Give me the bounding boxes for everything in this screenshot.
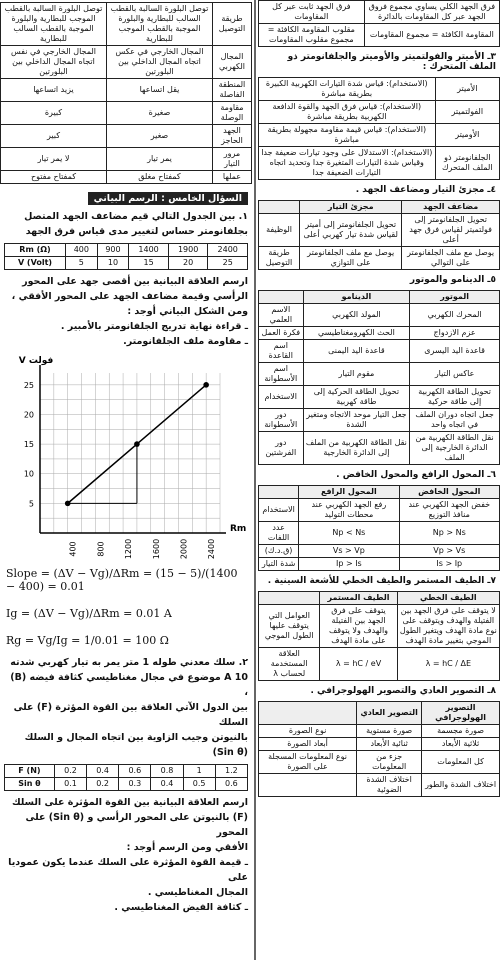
table-cell: الاستخدام bbox=[259, 386, 304, 409]
table-cell: كمفتاح مغلق bbox=[106, 171, 212, 184]
q2-text-4: بالنيوتن وجيب الزاوية بين اتجاه المجال و السلك (Sin θ) bbox=[24, 732, 248, 758]
r-cell: 1400 bbox=[129, 244, 169, 257]
table-cell: (الاستخدام): الاستدلال على وجود تيارات ضعيفة جدا وقياس شدة التيارات المتغيرة جدا وتحديد اتجاه التيارات الضعيفة جدا bbox=[259, 147, 436, 180]
table-cell: شدة التيار bbox=[259, 558, 299, 571]
question-5-title: السؤال الخامس : الرسم البياني bbox=[88, 192, 248, 205]
table-cell: يزيد اتساعها bbox=[1, 79, 107, 102]
table-cell: Vp > Vs bbox=[399, 545, 499, 558]
v-cell: 5 bbox=[66, 257, 98, 270]
table-row bbox=[259, 522, 500, 545]
table-cell: يوصل مع ملف الجلفانومتر على التوازي bbox=[300, 247, 402, 270]
f-cell: 1.2 bbox=[215, 765, 247, 778]
q2-data-table bbox=[4, 764, 248, 791]
q2-text-2: A 10 موضوع في مجال مغناطيسي كثافة فيضه (B) ، bbox=[10, 672, 248, 698]
table-cell: فرق الجهد الكلي يساوي مجموع فروق الجهد عبر كل المقاومات بالدائرة bbox=[364, 1, 499, 24]
y-tick-label: 25 bbox=[23, 380, 34, 390]
table-cell: كبير bbox=[1, 125, 107, 148]
sin-cell: 0.2 bbox=[87, 778, 119, 791]
table-row bbox=[259, 605, 500, 648]
table-row bbox=[1, 46, 252, 79]
x-tick-label: 800 bbox=[96, 541, 106, 557]
table-row bbox=[259, 751, 500, 774]
table-row bbox=[259, 432, 500, 465]
dynamo-motor-table bbox=[258, 290, 500, 465]
f-cell: 0.6 bbox=[119, 765, 151, 778]
table-cell: يتوقف على فرق الجهد بين الفتيلة والهدف ولا يتوقف على مادة الهدف bbox=[320, 605, 397, 648]
slope-equation: Slope = (ΔV − Vg)/ΔRm = (15 − 5)/(1400 − 400) = 0.01 bbox=[6, 567, 238, 593]
q5-instruction-4: ـ مقاومة ملف الجلفانومتر. bbox=[123, 336, 248, 347]
rg-equation: Rg = Vg/Ig = 1/0.01 = 100 Ω bbox=[6, 634, 169, 647]
table-cell: المجال الكهربي bbox=[212, 46, 251, 79]
table-cell: اسم القاعدة bbox=[259, 340, 304, 363]
table-cell: تحويل الطاقة الكهربية إلى طاقة حركية bbox=[410, 386, 500, 409]
q2-text-7: الأفقي ومن الرسم أوجد : bbox=[126, 842, 248, 853]
resistors-table bbox=[258, 0, 500, 47]
table-cell: خفض الجهد الكهربي عند منافذ التوزيع bbox=[399, 499, 499, 522]
table-cell: الأوميتر bbox=[435, 124, 499, 147]
table-header-cell: الطيف الخطي bbox=[397, 592, 499, 605]
section-4-title: ٤ـ مجزئ التيار ومضاعف الجهد . bbox=[355, 185, 496, 195]
table-row bbox=[259, 499, 500, 522]
table-header-cell bbox=[259, 702, 357, 725]
q2-text-8: ـ قيمة القوة المؤثرة على السلك عندما يكون عموديا على bbox=[8, 857, 248, 883]
y-tick-label: 10 bbox=[23, 469, 34, 479]
table-cell: (الاستخدام): قياس قيمة مقاومة مجهولة بطريقة مباشرة bbox=[259, 124, 436, 147]
table-header-cell: مضاعف الجهد bbox=[402, 201, 500, 214]
table-cell: توصل البلورة السالبة بالقطب الموجب للبطارية والبلورة الموجبة بالقطب السالب للبطارية bbox=[1, 3, 107, 46]
q5-instruction-1: ارسم العلاقة البيانية بين أقصى جهد على المحور الرأسي وقيمة مضاعف الجهد على المحور الأفقي ، bbox=[11, 276, 248, 302]
section-5-title: ٥ـ الدينامو والموتور bbox=[409, 275, 496, 285]
table-row bbox=[259, 386, 500, 409]
table-cell: صغيرة bbox=[106, 102, 212, 125]
table-row bbox=[1, 102, 252, 125]
shunt-multiplier-table bbox=[258, 200, 500, 270]
table-cell: (ق.د.ك) bbox=[259, 545, 299, 558]
xray-spectrum-table bbox=[258, 591, 500, 681]
q5-instruction-2: ومن الشكل البياني أوجد : bbox=[127, 306, 248, 317]
table-header-row bbox=[259, 486, 500, 499]
table-cell: المحرك الكهربي bbox=[410, 304, 500, 327]
table-row bbox=[1, 125, 252, 148]
table-cell: الفولتميتر bbox=[435, 101, 499, 124]
table-cell: مرور التيار bbox=[212, 148, 251, 171]
table-cell: صغير bbox=[106, 125, 212, 148]
table-cell: العلاقة المستخدمة لحساب λ bbox=[259, 648, 320, 681]
table-cell: العوامل التي يتوقف عليها الطول الموجي bbox=[259, 605, 320, 648]
table-cell: يمر تيار bbox=[106, 148, 212, 171]
meters-table bbox=[258, 77, 500, 180]
table-row bbox=[259, 409, 500, 432]
column-divider bbox=[254, 0, 256, 960]
section-3-title: ٣ـ الأميتر والفولتميتر والأوميتر والجلفانومتر ذو الملف المتحرك : bbox=[287, 52, 496, 72]
f-cell: 0.8 bbox=[151, 765, 183, 778]
table-row bbox=[259, 327, 500, 340]
left-column bbox=[0, 0, 252, 915]
table-cell: نقل الطاقة الكهربية من الدائرة الخارجية إلى الملف bbox=[410, 432, 500, 465]
table-row bbox=[1, 148, 252, 171]
table-row bbox=[259, 124, 500, 147]
q5-instruction-3: ـ قراءة نهاية تدريج الجلفانومتر بالأمبير . bbox=[60, 321, 248, 332]
q2-text-9: المجال المغناطيسي . bbox=[147, 887, 248, 898]
section-7-title: ٧ـ الطيف المستمر والطيف الخطي للأشعة السينية . bbox=[267, 576, 496, 586]
table-row bbox=[259, 78, 500, 101]
table-cell: (الاستخدام): قياس فرق الجهد والقوة الدافعة الكهربية بطريقة مباشرة bbox=[259, 101, 436, 124]
x-tick-label: 1200 bbox=[124, 538, 134, 560]
table-cell: عملها bbox=[212, 171, 251, 184]
table-cell: جعل التيار موحد الاتجاه ومتغير الشدة bbox=[303, 409, 410, 432]
table-cell: قاعدة اليد اليسرى bbox=[410, 340, 500, 363]
sin-cell: 0.6 bbox=[215, 778, 247, 791]
x-axis-label: Rm bbox=[230, 524, 247, 534]
table-cell: دور الأسطوانة bbox=[259, 409, 304, 432]
holography-table bbox=[258, 701, 500, 797]
sin-cell: 0.3 bbox=[119, 778, 151, 791]
table-cell: الجلفانومتر ذو الملف المتحرك bbox=[435, 147, 499, 180]
table-header-cell: المحول الرافع bbox=[299, 486, 399, 499]
table-row bbox=[259, 304, 500, 327]
table-cell: يوصل مع ملف الجلفانومتر على التوالي bbox=[402, 247, 500, 270]
y-axis-label: V فولت bbox=[18, 356, 54, 366]
v-header: V (Volt) bbox=[5, 257, 66, 270]
table-row bbox=[259, 247, 500, 270]
table-cell: لا يتوقف على فرق الجهد بين الفتيلة والهدف ويتوقف على نوع مادة الهدف ويتغير الطول الموجي بتغيير مادة الهدف bbox=[397, 605, 499, 648]
q5-intro: ١. بين الجدول التالي قيم مضاعف الجهد المتصل بجلفانومتر حساس لتغيير مدى قياس فرق الجهد bbox=[24, 211, 248, 237]
r-cell: 1900 bbox=[168, 244, 208, 257]
q2-text-3: بين الدول الآتي العلاقة بين القوة المؤثرة (F) على السلك bbox=[13, 702, 248, 728]
table-cell: اختلاف الشدة الضوئية bbox=[357, 774, 422, 797]
table-row bbox=[259, 363, 500, 386]
table-cell: أبعاد الصورة bbox=[259, 738, 357, 751]
table-cell: تحويل الطاقة الحركية إلى طاقة كهربية bbox=[303, 386, 410, 409]
table-cell: فرق الجهد ثابت عبر كل المقاومات bbox=[259, 1, 365, 24]
table-row bbox=[259, 147, 500, 180]
y-tick-label: 5 bbox=[28, 499, 34, 509]
y-tick-label: 20 bbox=[23, 410, 34, 420]
sin-header: Sin θ bbox=[5, 778, 55, 791]
r-cell: 2400 bbox=[208, 244, 248, 257]
table-row bbox=[1, 3, 252, 46]
data-point bbox=[203, 382, 209, 388]
table-cell: تحويل الجلفانومتر إلى أميتر لقياس شدة تيار كهربي أعلى bbox=[300, 214, 402, 247]
q2-text-5: ارسم العلاقة البيانية بين القوة المؤثرة على السلك bbox=[11, 797, 248, 808]
table-cell: λ = hC / ΔE bbox=[397, 648, 499, 681]
table-header-cell bbox=[259, 291, 304, 304]
table-row bbox=[259, 738, 500, 751]
table-header-row bbox=[259, 592, 500, 605]
table-cell: جزء من المعلومات bbox=[357, 751, 422, 774]
table-cell: نقل الطاقة الكهربية من الملف إلى الدائرة الخارجية bbox=[303, 432, 410, 465]
table-cell: الأميتر bbox=[435, 78, 499, 101]
table-row bbox=[259, 101, 500, 124]
table-cell: رفع الجهد الكهربي عند محطات التوليد bbox=[299, 499, 399, 522]
table-cell: المجال الخارجي في نفس اتجاه المجال الداخلي بين البلورتين bbox=[1, 46, 107, 79]
table-cell: المجال الخارجي في عكس اتجاه المجال الداخلي بين البلورتين bbox=[106, 46, 212, 79]
table-cell: كل المعلومات bbox=[422, 751, 500, 774]
table-row bbox=[259, 214, 500, 247]
table-header-cell: الدينامو bbox=[303, 291, 410, 304]
table-cell: صورة مستوية bbox=[357, 725, 422, 738]
f-header: F (N) bbox=[5, 765, 55, 778]
table-cell: فكرة العمل bbox=[259, 327, 304, 340]
table-cell: مقوم التيار bbox=[303, 363, 410, 386]
table-cell: نوع الصورة bbox=[259, 725, 357, 738]
table-cell: قاعدة اليد اليمنى bbox=[303, 340, 410, 363]
table-cell: نوع المعلومات المسجلة على الصورة bbox=[259, 751, 357, 774]
q5-data-table bbox=[4, 243, 248, 270]
sin-cell: 0.4 bbox=[151, 778, 183, 791]
table-cell: Is > Ip bbox=[399, 558, 499, 571]
f-cell: 0.2 bbox=[54, 765, 86, 778]
r-header: Rm (Ω) bbox=[5, 244, 66, 257]
table-cell: طريقة التوصيل bbox=[259, 247, 300, 270]
table-cell: لا يمر تيار bbox=[1, 148, 107, 171]
table-cell: المقاومة الكافئة = مجموع المقاومات bbox=[364, 24, 499, 47]
table-cell: الوظيفة bbox=[259, 214, 300, 247]
table-header-cell: الطيف المستمر bbox=[320, 592, 397, 605]
table-cell: مقاومة الوصلة bbox=[212, 102, 251, 125]
table-cell: جعل اتجاه دوران الملف في اتجاه واحد bbox=[410, 409, 500, 432]
f-cell: 0.4 bbox=[87, 765, 119, 778]
table-cell: اسم الأسطوانة bbox=[259, 363, 304, 386]
table-cell: عدد اللفات bbox=[259, 522, 299, 545]
sin-cell: 0.1 bbox=[54, 778, 86, 791]
table-header-row bbox=[259, 702, 500, 725]
r-cell: 400 bbox=[66, 244, 98, 257]
table-cell: دور الفرشتين bbox=[259, 432, 304, 465]
table-header-cell: الموتور bbox=[410, 291, 500, 304]
sin-cell: 0.5 bbox=[183, 778, 215, 791]
table-cell: صورة مجسمة bbox=[422, 725, 500, 738]
table-row bbox=[259, 545, 500, 558]
table-row bbox=[259, 725, 500, 738]
table-cell: Np < Ns bbox=[299, 522, 399, 545]
table-header-cell: التصوير العادي bbox=[357, 702, 422, 725]
table-header-row bbox=[259, 201, 500, 214]
table-cell: المنطقة الفاصلة bbox=[212, 79, 251, 102]
table-cell: المولد الكهربي bbox=[303, 304, 410, 327]
q2-text-10: ـ كثافة الفيض المغناطيسي . bbox=[114, 902, 248, 913]
table-row bbox=[259, 774, 500, 797]
table-cell: توصل البلورة السالبة بالقطب السالب للبطارية والبلورة الموجبة بالقطب الموجب للبطارية bbox=[106, 3, 212, 46]
table-row bbox=[259, 24, 500, 47]
table-cell: طريقة التوصيل bbox=[212, 3, 251, 46]
q2-text-6: (F) بالنيوتن على المحور الرأسي و (Sin θ) على المحور bbox=[25, 812, 248, 838]
table-header-cell bbox=[259, 201, 300, 214]
table-header-cell bbox=[259, 592, 320, 605]
table-cell: Np > Ns bbox=[399, 522, 499, 545]
table-cell: تحويل الجلفانومتر إلى فولتميتر لقياس فرق جهد أعلى bbox=[402, 214, 500, 247]
table-header-cell: مجزئ التيار bbox=[300, 201, 402, 214]
table-row bbox=[1, 79, 252, 102]
table-cell: λ = hC / eV bbox=[320, 648, 397, 681]
section-6-title: ٦ـ المحول الرافع والمحول الخافض . bbox=[336, 470, 496, 480]
table-row bbox=[259, 1, 500, 24]
table-cell: الحث الكهرومغناطيسي bbox=[303, 327, 410, 340]
table-header-cell: التصوير الهولوجرافي bbox=[422, 702, 500, 725]
table-cell: اختلاف الشدة والطور bbox=[422, 774, 500, 797]
x-tick-label: 400 bbox=[68, 541, 78, 557]
v-cell: 20 bbox=[168, 257, 208, 270]
table-cell: ثنائية الأبعاد bbox=[357, 738, 422, 751]
ig-equation: Ig = (ΔV − Vg)/ΔRm = 0.01 A bbox=[6, 607, 172, 620]
table-header-cell: المحول الخافض bbox=[399, 486, 499, 499]
table-cell: (الاستخدام): قياس شدة التيارات الكهربية الكبيرة بطريقة مباشرة bbox=[259, 78, 436, 101]
table-cell: عاكس التيار bbox=[410, 363, 500, 386]
table-row bbox=[1, 171, 252, 184]
section-8-title: ٨ـ التصوير العادي والتصوير الهولوجرافي . bbox=[310, 686, 496, 696]
table-row bbox=[259, 558, 500, 571]
table-cell: كبيرة bbox=[1, 102, 107, 125]
q2-text-1: ٢. سلك معدني طوله 1 متر يمر به تيار كهربي شدته bbox=[10, 657, 248, 668]
x-tick-label: 1600 bbox=[151, 538, 161, 560]
table-cell: الاستخدام bbox=[259, 499, 299, 522]
table-header-row bbox=[259, 291, 500, 304]
table-cell: ثلاثية الأبعاد bbox=[422, 738, 500, 751]
table-cell: يقل اتساعها bbox=[106, 79, 212, 102]
right-column bbox=[258, 0, 500, 797]
table-cell: عزم الازدواج bbox=[410, 327, 500, 340]
v-vs-rm-chart bbox=[0, 353, 250, 563]
table-cell: Vs > Vp bbox=[299, 545, 399, 558]
table-cell: الاسم العلمي bbox=[259, 304, 304, 327]
table-cell bbox=[259, 774, 357, 797]
table-header-cell bbox=[259, 486, 299, 499]
x-tick-label: 2400 bbox=[207, 538, 217, 560]
transformer-table bbox=[258, 485, 500, 571]
table-cell: كمفتاح مفتوح bbox=[1, 171, 107, 184]
table-cell: مقلوب المقاومة الكافئة = مجموع مقلوب المقاومات bbox=[259, 24, 365, 47]
diode-bias-table bbox=[0, 2, 252, 184]
table-cell: Ip > Is bbox=[299, 558, 399, 571]
table-row bbox=[259, 648, 500, 681]
x-tick-label: 2000 bbox=[179, 538, 189, 560]
r-cell: 900 bbox=[97, 244, 129, 257]
y-tick-label: 15 bbox=[23, 440, 34, 450]
f-cell: 1 bbox=[183, 765, 215, 778]
table-cell: الجهد الحاجز bbox=[212, 125, 251, 148]
v-cell: 15 bbox=[129, 257, 169, 270]
table-row bbox=[259, 340, 500, 363]
v-cell: 25 bbox=[208, 257, 248, 270]
v-cell: 10 bbox=[97, 257, 129, 270]
